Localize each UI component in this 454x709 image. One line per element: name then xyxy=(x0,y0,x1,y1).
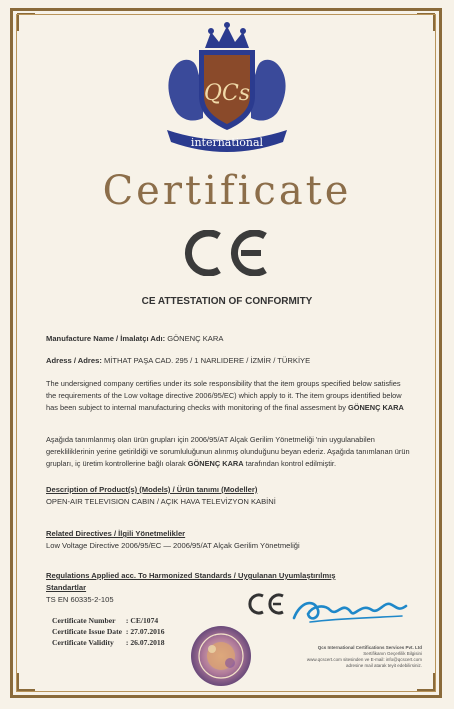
issuer-line-1: Qcs International Certifications Services Pvt. Ltd xyxy=(317,645,422,650)
regulations-value: TS EN 60335-2-105 xyxy=(46,595,114,604)
issuer-line-3: www.qcscert.com sitesinden ve E-mail: info@qcscert.com xyxy=(306,657,422,662)
english-company-name: GÖNENÇ KARA xyxy=(347,403,404,412)
issuer-line-2: Sertifikanın Geçerlilik Bilgisini xyxy=(363,651,422,656)
certificate-number-row xyxy=(52,616,158,625)
manufacturer-line xyxy=(46,333,223,345)
validity-value: : 26.07.2018 xyxy=(125,638,165,647)
address-value: MİTHAT PAŞA CAD. 295 / 1 NARLIDERE / İZMİR / TÜRKİYE xyxy=(103,356,311,365)
signature xyxy=(290,588,410,628)
turkish-line-3 xyxy=(46,458,411,470)
issuer-line-4: adresine mail atarak teyit edebilirsiniz. xyxy=(345,663,422,668)
certificate-number-label: Certificate Number xyxy=(52,616,116,625)
logo-ribbon-text: international xyxy=(190,136,264,149)
attestation-heading: CE ATTESTATION OF CONFORMITY xyxy=(141,296,313,307)
issue-date-value: : 27.07.2016 xyxy=(125,627,165,636)
turkish-line-2: gerekliliklerinin yerine getirildiği ve sorumluluğunun alınmış olunduğunu beyan ederiz. Aşağıda tanımlanan ürün xyxy=(46,447,410,456)
turkish-line-3-text: grupları, iç üretim kontrollerine bağlı olarak xyxy=(46,459,186,468)
products-value: OPEN-AIR TELEVISION CABIN / AÇIK HAVA TELEVİZYON KABİNİ xyxy=(46,497,276,506)
english-line-3 xyxy=(46,402,411,414)
regulations-label-2: Standartlar xyxy=(46,583,87,592)
certificate-title: Certificate xyxy=(102,168,352,214)
english-line-2: the requirements of the Low voltage directive 2006/95/EC) which apply to it. The item groups identified below xyxy=(46,391,402,400)
address-line xyxy=(46,355,310,367)
english-line-1: The undersigned company certifies under its sole responsibility that the item groups specified below satisfies xyxy=(46,379,401,388)
turkish-line-1: Aşağıda tanımlanmış olan ürün grupları için 2006/95/AT Alçak Gerilim Yönetmeliği 'nin uygulanabilen xyxy=(46,435,375,444)
turkish-line-3-suffix: tarafından kontrol edilmiştir. xyxy=(245,459,337,468)
qcs-logo xyxy=(137,18,317,158)
logo-brand-text: QCs xyxy=(203,81,251,106)
manufacturer-label: Manufacture Name / İmalatçı Adı: xyxy=(46,334,166,343)
products-section xyxy=(46,484,276,508)
issuer-info xyxy=(272,645,422,669)
turkish-statement xyxy=(46,434,411,470)
directives-value: Low Voltage Directive 2006/95/EC — 2006/95/AT Alçak Gerilim Yönetmeliği xyxy=(46,541,300,550)
english-line-3-text: has been subject to internal manufacturing checks with monitoring of the final assesment by xyxy=(46,403,346,412)
regulations-label-1: Regulations Applied acc. To Harmonized Standards / Uygulanan Uyumlaştırılmış xyxy=(46,571,336,580)
ce-mark-large xyxy=(181,230,273,276)
manufacturer-value: GÖNENÇ KARA xyxy=(167,334,224,343)
address-label: Adress / Adres: xyxy=(46,356,102,365)
directives-label: Related Directives / İlgili Yönetmelikler xyxy=(46,529,186,538)
certificate-number-value: : CE/1074 xyxy=(125,616,159,625)
hologram-seal xyxy=(190,625,252,687)
validity-label: Certificate Validity xyxy=(52,638,114,647)
turkish-company-name: GÖNENÇ KARA xyxy=(187,459,244,468)
ce-mark-small xyxy=(246,593,286,615)
validity-row xyxy=(52,638,165,647)
directives-section xyxy=(46,528,300,552)
issue-date-label: Certificate Issue Date xyxy=(52,627,123,636)
products-label: Description of Product(s) (Models) / Ürün tanımı (Modeller) xyxy=(46,485,258,494)
issue-date-row xyxy=(52,627,165,636)
english-statement xyxy=(46,378,411,414)
